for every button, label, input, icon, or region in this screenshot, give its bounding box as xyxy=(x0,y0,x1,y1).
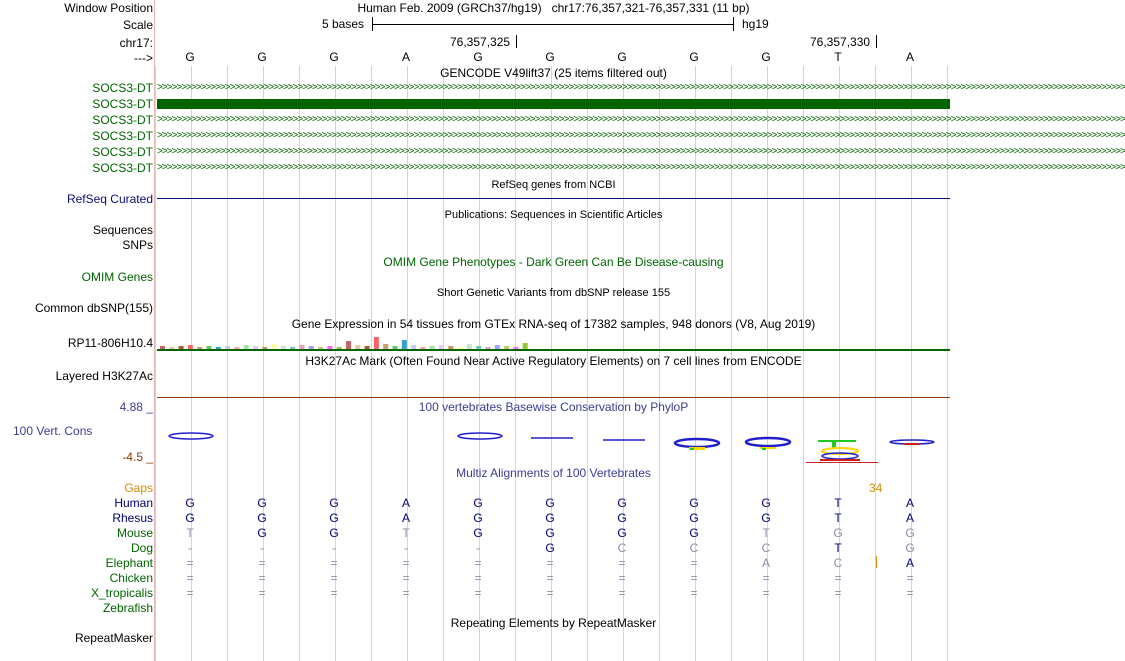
gaps-value: 34 xyxy=(869,481,883,495)
phylop-title: 100 vertebrates Basewise Conservation by PhyloP xyxy=(418,400,689,414)
scale-bar-left-tick xyxy=(372,17,373,31)
gencode-item-label[interactable]: SOCS3-DT xyxy=(92,97,153,111)
coord-2: 76,357,330 xyxy=(810,35,871,49)
gtex-tissue-bar[interactable] xyxy=(346,341,351,349)
aligned-base: = xyxy=(690,556,698,570)
aligned-base: G xyxy=(689,496,699,510)
species-label[interactable]: X_tropicalis xyxy=(90,586,153,600)
gencode-intron-line[interactable]: >>>>>>>>>>>>>>>>>>>>>>>>>>>>>>>>>>>>>>>>>>>>>>>>>>>>>>>>>>>>>>>>>>>>>>>>>>>>>>>>>>>>>>>>>>>>>>>>>>>>>>>>>>>>>>>>>>>>>>>>>>>>>>>>>>>>>>>>>>>>>>>>>>>>>>>>>>>>>>>>>>>>>>>>>>>>>>>>>>>>>>>>>>>>>>>>>>>>>>>> xyxy=(157,82,1125,93)
aligned-base: - xyxy=(476,541,480,555)
aligned-base: G xyxy=(617,496,627,510)
aligned-base: G xyxy=(473,496,483,510)
aligned-base: = xyxy=(618,571,626,585)
base-letter: G xyxy=(185,50,195,64)
dbsnp-title: Short Genetic Variants from dbSNP release 155 xyxy=(436,287,671,299)
multiz-title: Multiz Alignments of 100 Vertebrates xyxy=(456,466,651,480)
aligned-base: G xyxy=(185,496,195,510)
gencode-item-label[interactable]: SOCS3-DT xyxy=(92,145,153,159)
aligned-base: = xyxy=(546,586,554,600)
refseq-line[interactable] xyxy=(157,198,950,199)
aligned-base: = xyxy=(186,571,194,585)
species-label[interactable]: Elephant xyxy=(105,556,153,570)
species-label[interactable]: Dog xyxy=(130,541,153,555)
aligned-base: G xyxy=(545,541,555,555)
gencode-title: GENCODE V49lift37 (25 items filtered out) xyxy=(440,66,667,80)
omim-label[interactable]: OMIM Genes xyxy=(81,270,153,284)
aligned-base: = xyxy=(258,571,266,585)
base-letter: A xyxy=(401,50,410,64)
gencode-item-label[interactable]: SOCS3-DT xyxy=(92,81,153,95)
phylop-min: -4.5 _ xyxy=(122,450,153,464)
gencode-intron-line[interactable]: >>>>>>>>>>>>>>>>>>>>>>>>>>>>>>>>>>>>>>>>>>>>>>>>>>>>>>>>>>>>>>>>>>>>>>>>>>>>>>>>>>>>>>>>>>>>>>>>>>>>>>>>>>>>>>>>>>>>>>>>>>>>>>>>>>>>>>>>>>>>>>>>>>>>>>>>>>>>>>>>>>>>>>>>>>>>>>>>>>>>>>>>>>>>>>>>>>>>>>>> xyxy=(157,130,1125,141)
aligned-base: = xyxy=(546,571,554,585)
aligned-base: G xyxy=(257,526,267,540)
base-letter: G xyxy=(545,50,555,64)
dbsnp-label[interactable]: Common dbSNP(155) xyxy=(34,301,153,315)
scale-db: hg19 xyxy=(742,17,769,31)
gtex-label[interactable]: RP11-806H10.4 xyxy=(67,336,153,350)
chrom-label: chr17: xyxy=(119,36,153,50)
aligned-base: C xyxy=(761,541,771,555)
aligned-base: T xyxy=(834,511,842,525)
aligned-base: G xyxy=(905,541,915,555)
aligned-base: = xyxy=(474,586,482,600)
aligned-base: = xyxy=(618,556,626,570)
omim-title: OMIM Gene Phenotypes - Dark Green Can Be Disease-causing xyxy=(383,255,724,269)
species-label[interactable]: Mouse xyxy=(116,526,153,540)
aligned-base: T xyxy=(762,526,770,540)
aligned-base: = xyxy=(186,586,194,600)
aligned-base: = xyxy=(474,556,482,570)
aligned-base: = xyxy=(258,586,266,600)
aligned-base: - xyxy=(260,541,264,555)
aligned-base: T xyxy=(834,496,842,510)
aligned-base: = xyxy=(834,586,842,600)
species-label[interactable]: Zebrafish xyxy=(102,601,153,615)
insertion-mark xyxy=(876,556,877,568)
snps-label[interactable]: SNPs xyxy=(122,238,153,252)
gencode-item-label[interactable]: SOCS3-DT xyxy=(92,129,153,143)
publications-title: Publications: Sequences in Scientific Articles xyxy=(444,209,663,221)
aligned-base: T xyxy=(402,526,410,540)
guideline xyxy=(155,66,156,661)
aligned-base: G xyxy=(545,496,555,510)
aligned-base: A xyxy=(905,511,914,525)
aligned-base: = xyxy=(618,586,626,600)
aligned-base: G xyxy=(689,526,699,540)
gencode-item-label[interactable]: SOCS3-DT xyxy=(92,161,153,175)
aligned-base: = xyxy=(906,586,914,600)
publications-label[interactable]: Sequences xyxy=(92,223,153,237)
repeatmasker-title: Repeating Elements by RepeatMasker xyxy=(450,616,657,630)
aligned-base: = xyxy=(690,586,698,600)
base-letter: T xyxy=(834,50,842,64)
aligned-base: = xyxy=(330,571,338,585)
aligned-base: = xyxy=(330,586,338,600)
aligned-base: G xyxy=(329,496,339,510)
base-letter: A xyxy=(905,50,914,64)
aligned-base: G xyxy=(545,526,555,540)
refseq-label[interactable]: RefSeq Curated xyxy=(66,192,153,206)
scale-label: Scale xyxy=(122,18,153,32)
window-position-text: Human Feb. 2009 (GRCh37/hg19) chr17:76,357,321-76,357,331 (11 bp) xyxy=(357,1,750,15)
aligned-base: = xyxy=(402,586,410,600)
window-position-label: Window Position xyxy=(64,1,153,15)
scale-bar-right-tick xyxy=(733,17,734,31)
gencode-item-label[interactable]: SOCS3-DT xyxy=(92,113,153,127)
scale-text: 5 bases xyxy=(322,17,365,31)
aligned-base: = xyxy=(258,556,266,570)
base-letter: G xyxy=(329,50,339,64)
h3k27ac-baseline xyxy=(157,397,950,398)
species-label[interactable]: Human xyxy=(114,496,153,510)
aligned-base: = xyxy=(546,556,554,570)
aligned-base: T xyxy=(186,526,194,540)
aligned-base: = xyxy=(474,571,482,585)
aligned-base: C xyxy=(689,541,699,555)
aligned-base: A xyxy=(761,556,770,570)
aligned-base: G xyxy=(473,511,483,525)
gencode-intron-line[interactable]: >>>>>>>>>>>>>>>>>>>>>>>>>>>>>>>>>>>>>>>>>>>>>>>>>>>>>>>>>>>>>>>>>>>>>>>>>>>>>>>>>>>>>>>>>>>>>>>>>>>>>>>>>>>>>>>>>>>>>>>>>>>>>>>>>>>>>>>>>>>>>>>>>>>>>>>>>>>>>>>>>>>>>>>>>>>>>>>>>>>>>>>>>>>>>>>>>>>>>>>> xyxy=(157,146,1125,157)
aligned-base: A xyxy=(401,511,410,525)
coord-2-tick xyxy=(876,35,877,48)
gtex-tissue-bar[interactable] xyxy=(374,337,379,349)
aligned-base: = xyxy=(402,571,410,585)
aligned-base: G xyxy=(545,511,555,525)
aligned-base: = xyxy=(762,571,770,585)
aligned-base: A xyxy=(905,496,914,510)
gaps-label: Gaps xyxy=(124,481,153,495)
scale-bar xyxy=(372,24,733,25)
repeatmasker-label[interactable]: RepeatMasker xyxy=(74,631,153,645)
gencode-intron-line[interactable]: >>>>>>>>>>>>>>>>>>>>>>>>>>>>>>>>>>>>>>>>>>>>>>>>>>>>>>>>>>>>>>>>>>>>>>>>>>>>>>>>>>>>>>>>>>>>>>>>>>>>>>>>>>>>>>>>>>>>>>>>>>>>>>>>>>>>>>>>>>>>>>>>>>>>>>>>>>>>>>>>>>>>>>>>>>>>>>>>>>>>>>>>>>>>>>>>>>>>>>>> xyxy=(157,162,1125,173)
refseq-title: RefSeq genes from NCBI xyxy=(491,179,616,191)
aligned-base: C xyxy=(617,541,627,555)
gencode-intron-line[interactable]: >>>>>>>>>>>>>>>>>>>>>>>>>>>>>>>>>>>>>>>>>>>>>>>>>>>>>>>>>>>>>>>>>>>>>>>>>>>>>>>>>>>>>>>>>>>>>>>>>>>>>>>>>>>>>>>>>>>>>>>>>>>>>>>>>>>>>>>>>>>>>>>>>>>>>>>>>>>>>>>>>>>>>>>>>>>>>>>>>>>>>>>>>>>>>>>>>>>>>>>> xyxy=(157,114,1125,125)
aligned-base: = xyxy=(402,556,410,570)
aligned-base: C xyxy=(833,556,843,570)
coord-1-tick xyxy=(516,35,517,48)
aligned-base: = xyxy=(330,556,338,570)
aligned-base: G xyxy=(329,511,339,525)
aligned-base: G xyxy=(617,526,627,540)
aligned-base: A xyxy=(401,496,410,510)
aligned-base: = xyxy=(186,556,194,570)
phylop-max: 4.88 _ xyxy=(119,400,153,414)
aligned-base: G xyxy=(185,511,195,525)
aligned-base: A xyxy=(905,556,914,570)
base-letter: G xyxy=(617,50,627,64)
aligned-base: G xyxy=(257,511,267,525)
h3k27ac-title: H3K27Ac Mark (Often Found Near Active Regulatory Elements) on 7 cell lines from ENCODE xyxy=(305,354,802,368)
species-label[interactable]: Chicken xyxy=(109,571,153,585)
aligned-base: = xyxy=(906,571,914,585)
aligned-base: T xyxy=(834,541,842,555)
aligned-base: G xyxy=(761,511,771,525)
aligned-base: - xyxy=(188,541,192,555)
aligned-base: - xyxy=(332,541,336,555)
gencode-exon-block[interactable] xyxy=(157,99,950,109)
base-letter: G xyxy=(689,50,699,64)
gtex-title: Gene Expression in 54 tissues from GTEx RNA-seq of 17382 samples, 948 donors (V8, Aug 2019) xyxy=(291,317,816,331)
base-letter: G xyxy=(473,50,483,64)
aligned-base: G xyxy=(329,526,339,540)
aligned-base: = xyxy=(690,571,698,585)
aligned-base: G xyxy=(833,526,843,540)
aligned-base: = xyxy=(762,586,770,600)
phylop-label[interactable]: 100 Vert. Cons xyxy=(13,424,93,438)
strand-label: ---> xyxy=(134,51,153,65)
h3k27ac-label[interactable]: Layered H3K27Ac xyxy=(55,369,153,383)
base-letter: G xyxy=(761,50,771,64)
aligned-base: G xyxy=(473,526,483,540)
aligned-base: G xyxy=(761,496,771,510)
aligned-base: G xyxy=(905,526,915,540)
base-letter: G xyxy=(257,50,267,64)
aligned-base: - xyxy=(404,541,408,555)
coord-1: 76,357,325 xyxy=(450,35,511,49)
aligned-base: = xyxy=(834,571,842,585)
aligned-base: G xyxy=(689,511,699,525)
species-label[interactable]: Rhesus xyxy=(112,511,153,525)
aligned-base: G xyxy=(257,496,267,510)
aligned-base: G xyxy=(617,511,627,525)
gtex-baseline xyxy=(157,349,950,351)
